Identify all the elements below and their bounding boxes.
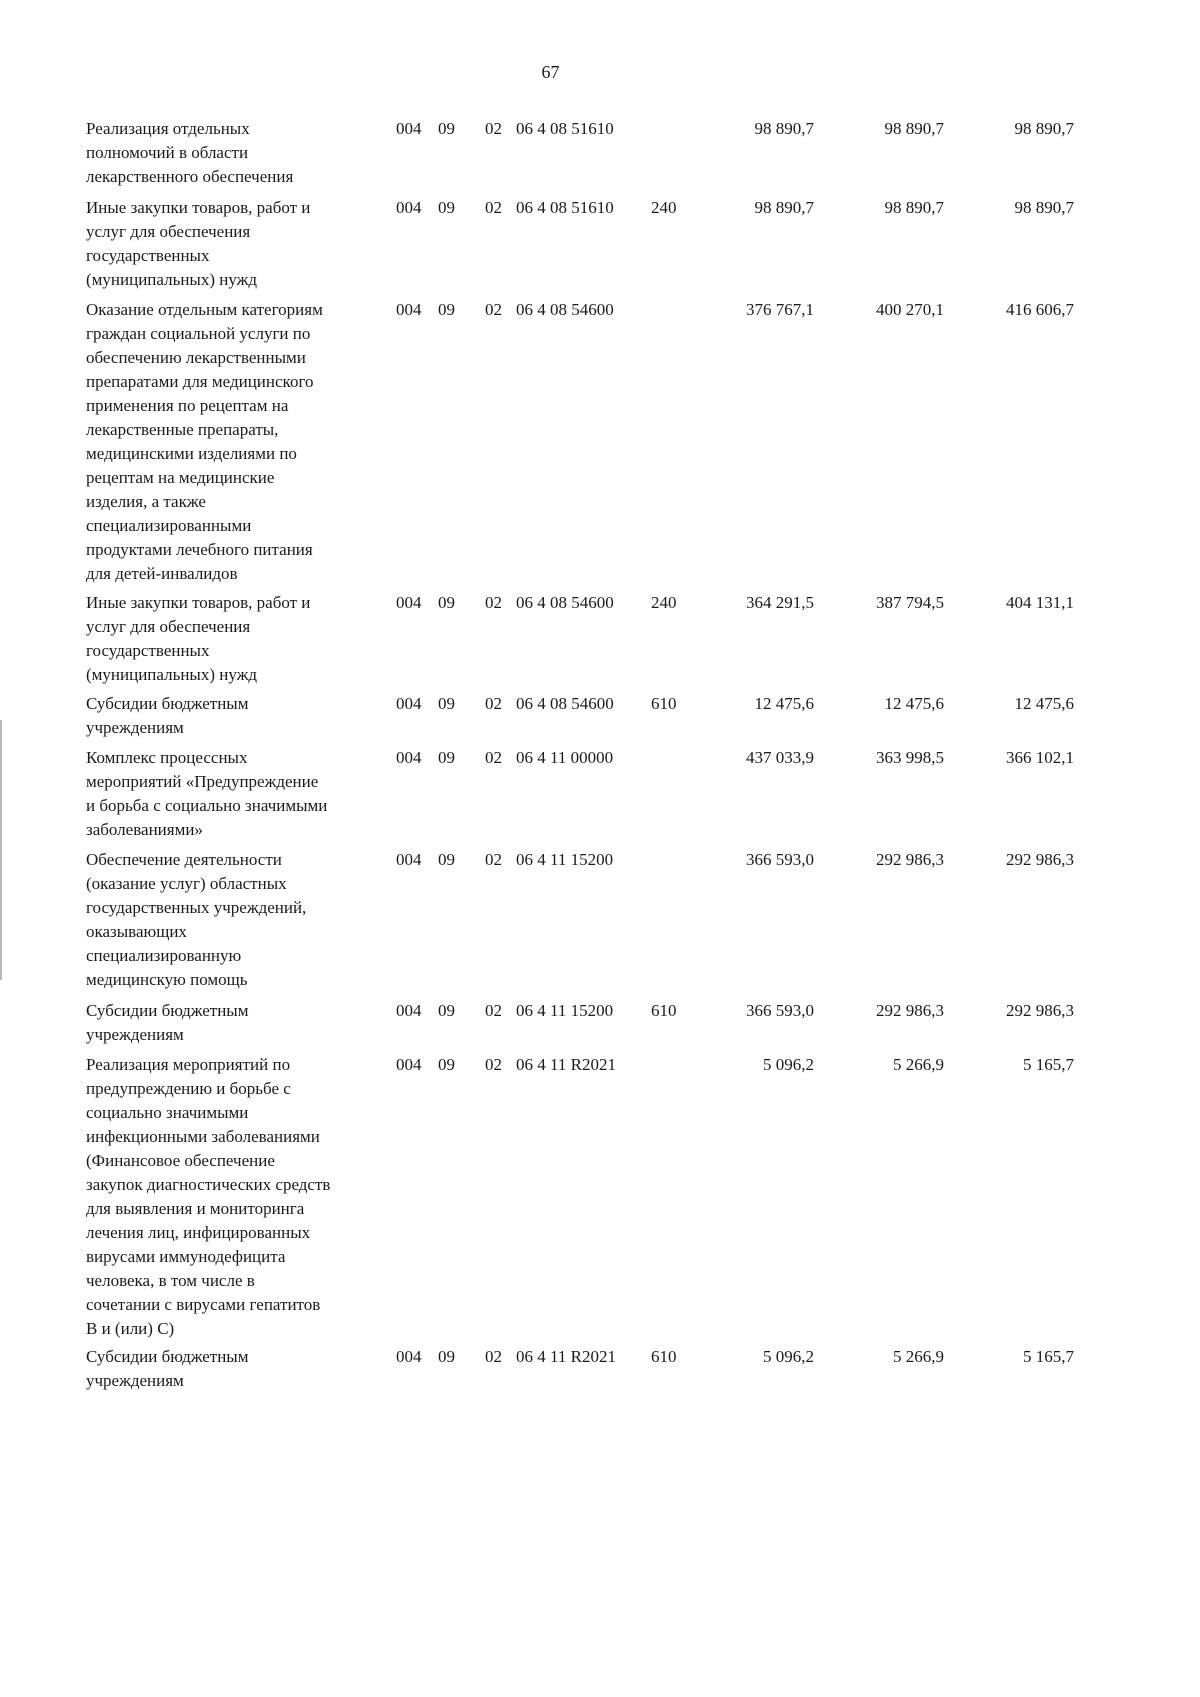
amount-year-1: 437 033,9 [746, 748, 814, 767]
subsection-code: 02 [485, 748, 502, 767]
section-code: 09 [438, 119, 455, 138]
amount-year-1: 376 767,1 [746, 300, 814, 319]
amount-year-3: 366 102,1 [1006, 748, 1074, 767]
row-name: Комплекс процессных мероприятий «Предупреждение и борьба с социально значимыми заболеваниями» [86, 748, 328, 839]
row-name: Иные закупки товаров, работ и услуг для обеспечения государственных (муниципальных) нужд [86, 198, 311, 289]
amount-year-1: 12 475,6 [754, 694, 814, 713]
target-article-code: 06 4 08 51610 [516, 119, 614, 138]
section-code: 09 [438, 1347, 455, 1366]
section-code: 09 [438, 748, 455, 767]
section-code: 09 [438, 694, 455, 713]
grbs-code: 004 [396, 1055, 422, 1074]
amount-year-1: 366 593,0 [746, 1001, 814, 1020]
amount-year-1: 5 096,2 [763, 1055, 814, 1074]
amount-year-3: 98 890,7 [1014, 198, 1074, 217]
subsection-code: 02 [485, 198, 502, 217]
scan-margin-mark [0, 720, 2, 980]
target-article-code: 06 4 08 54600 [516, 300, 614, 319]
amount-year-2: 98 890,7 [884, 198, 944, 217]
amount-year-1: 364 291,5 [746, 593, 814, 612]
amount-year-1: 98 890,7 [754, 119, 814, 138]
target-article-code: 06 4 08 51610 [516, 198, 614, 217]
page-number: 67 [541, 62, 560, 82]
amount-year-1: 5 096,2 [763, 1347, 814, 1366]
row-name: Реализация отдельных полномочий в области лекарственного обеспечения [86, 119, 294, 186]
grbs-code: 004 [396, 850, 422, 869]
subsection-code: 02 [485, 694, 502, 713]
grbs-code: 004 [396, 694, 422, 713]
amount-year-3: 12 475,6 [1014, 694, 1074, 713]
target-article-code: 06 4 11 R2021 [516, 1055, 616, 1074]
amount-year-2: 98 890,7 [884, 119, 944, 138]
grbs-code: 004 [396, 1001, 422, 1020]
subsection-code: 02 [485, 850, 502, 869]
subsection-code: 02 [485, 1055, 502, 1074]
target-article-code: 06 4 11 00000 [516, 748, 614, 767]
row-name: Реализация мероприятий по предупреждению и борьбе с социально значимыми инфекционными заболеваниями (Финансовое обеспечение закупок диагностических средств для выявления и мониторинга лечения лиц, инфицированных вирусами иммунодефицита человека, в том числе в сочетании с вирусами гепатитов В и (или) С) [86, 1055, 331, 1338]
amount-year-1: 98 890,7 [754, 198, 814, 217]
section-code: 09 [438, 198, 455, 217]
section-code: 09 [438, 1001, 455, 1020]
section-code: 09 [438, 1055, 455, 1074]
grbs-code: 004 [396, 1347, 422, 1366]
subsection-code: 02 [485, 593, 502, 612]
amount-year-2: 292 986,3 [876, 1001, 944, 1020]
subsection-code: 02 [485, 300, 502, 319]
amount-year-2: 400 270,1 [876, 300, 944, 319]
row-name: Обеспечение деятельности (оказание услуг) областных государственных учреждений, оказывающих специализированную медицинскую помощь [86, 850, 307, 989]
amount-year-1: 366 593,0 [746, 850, 814, 869]
amount-year-3: 5 165,7 [1023, 1347, 1074, 1366]
amount-year-2: 363 998,5 [876, 748, 944, 767]
amount-year-2: 387 794,5 [876, 593, 944, 612]
section-code: 09 [438, 850, 455, 869]
target-article-code: 06 4 08 54600 [516, 593, 614, 612]
grbs-code: 004 [396, 748, 422, 767]
target-article-code: 06 4 11 15200 [516, 1001, 614, 1020]
grbs-code: 004 [396, 198, 422, 217]
row-name: Субсидии бюджетным учреждениям [86, 1347, 249, 1390]
subsection-code: 02 [485, 119, 502, 138]
expense-type-code: 610 [651, 1001, 677, 1020]
section-code: 09 [438, 300, 455, 319]
grbs-code: 004 [396, 300, 422, 319]
section-code: 09 [438, 593, 455, 612]
target-article-code: 06 4 08 54600 [516, 694, 614, 713]
expense-type-code: 240 [651, 593, 677, 612]
amount-year-2: 292 986,3 [876, 850, 944, 869]
expense-type-code: 610 [651, 694, 677, 713]
row-name: Субсидии бюджетным учреждениям [86, 1001, 249, 1044]
target-article-code: 06 4 11 15200 [516, 850, 614, 869]
grbs-code: 004 [396, 119, 422, 138]
grbs-code: 004 [396, 593, 422, 612]
row-name: Оказание отдельным категориям граждан социальной услуги по обеспечению лекарственными препаратами для медицинского применения по рецептам на лекарственные препараты, медицинскими изделиями по рецептам на медицинские изделия, а также специализированными продуктами лечебного питания для детей-инвалидов [86, 300, 323, 583]
expense-type-code: 610 [651, 1347, 677, 1366]
row-name: Субсидии бюджетным учреждениям [86, 694, 249, 737]
amount-year-3: 404 131,1 [1006, 593, 1074, 612]
amount-year-2: 5 266,9 [893, 1347, 944, 1366]
amount-year-3: 5 165,7 [1023, 1055, 1074, 1074]
subsection-code: 02 [485, 1347, 502, 1366]
row-name: Иные закупки товаров, работ и услуг для обеспечения государственных (муниципальных) нужд [86, 593, 311, 684]
amount-year-3: 292 986,3 [1006, 1001, 1074, 1020]
amount-year-3: 292 986,3 [1006, 850, 1074, 869]
amount-year-2: 5 266,9 [893, 1055, 944, 1074]
expense-type-code: 240 [651, 198, 677, 217]
amount-year-3: 416 606,7 [1006, 300, 1074, 319]
target-article-code: 06 4 11 R2021 [516, 1347, 616, 1366]
amount-year-2: 12 475,6 [884, 694, 944, 713]
amount-year-3: 98 890,7 [1014, 119, 1074, 138]
subsection-code: 02 [485, 1001, 502, 1020]
